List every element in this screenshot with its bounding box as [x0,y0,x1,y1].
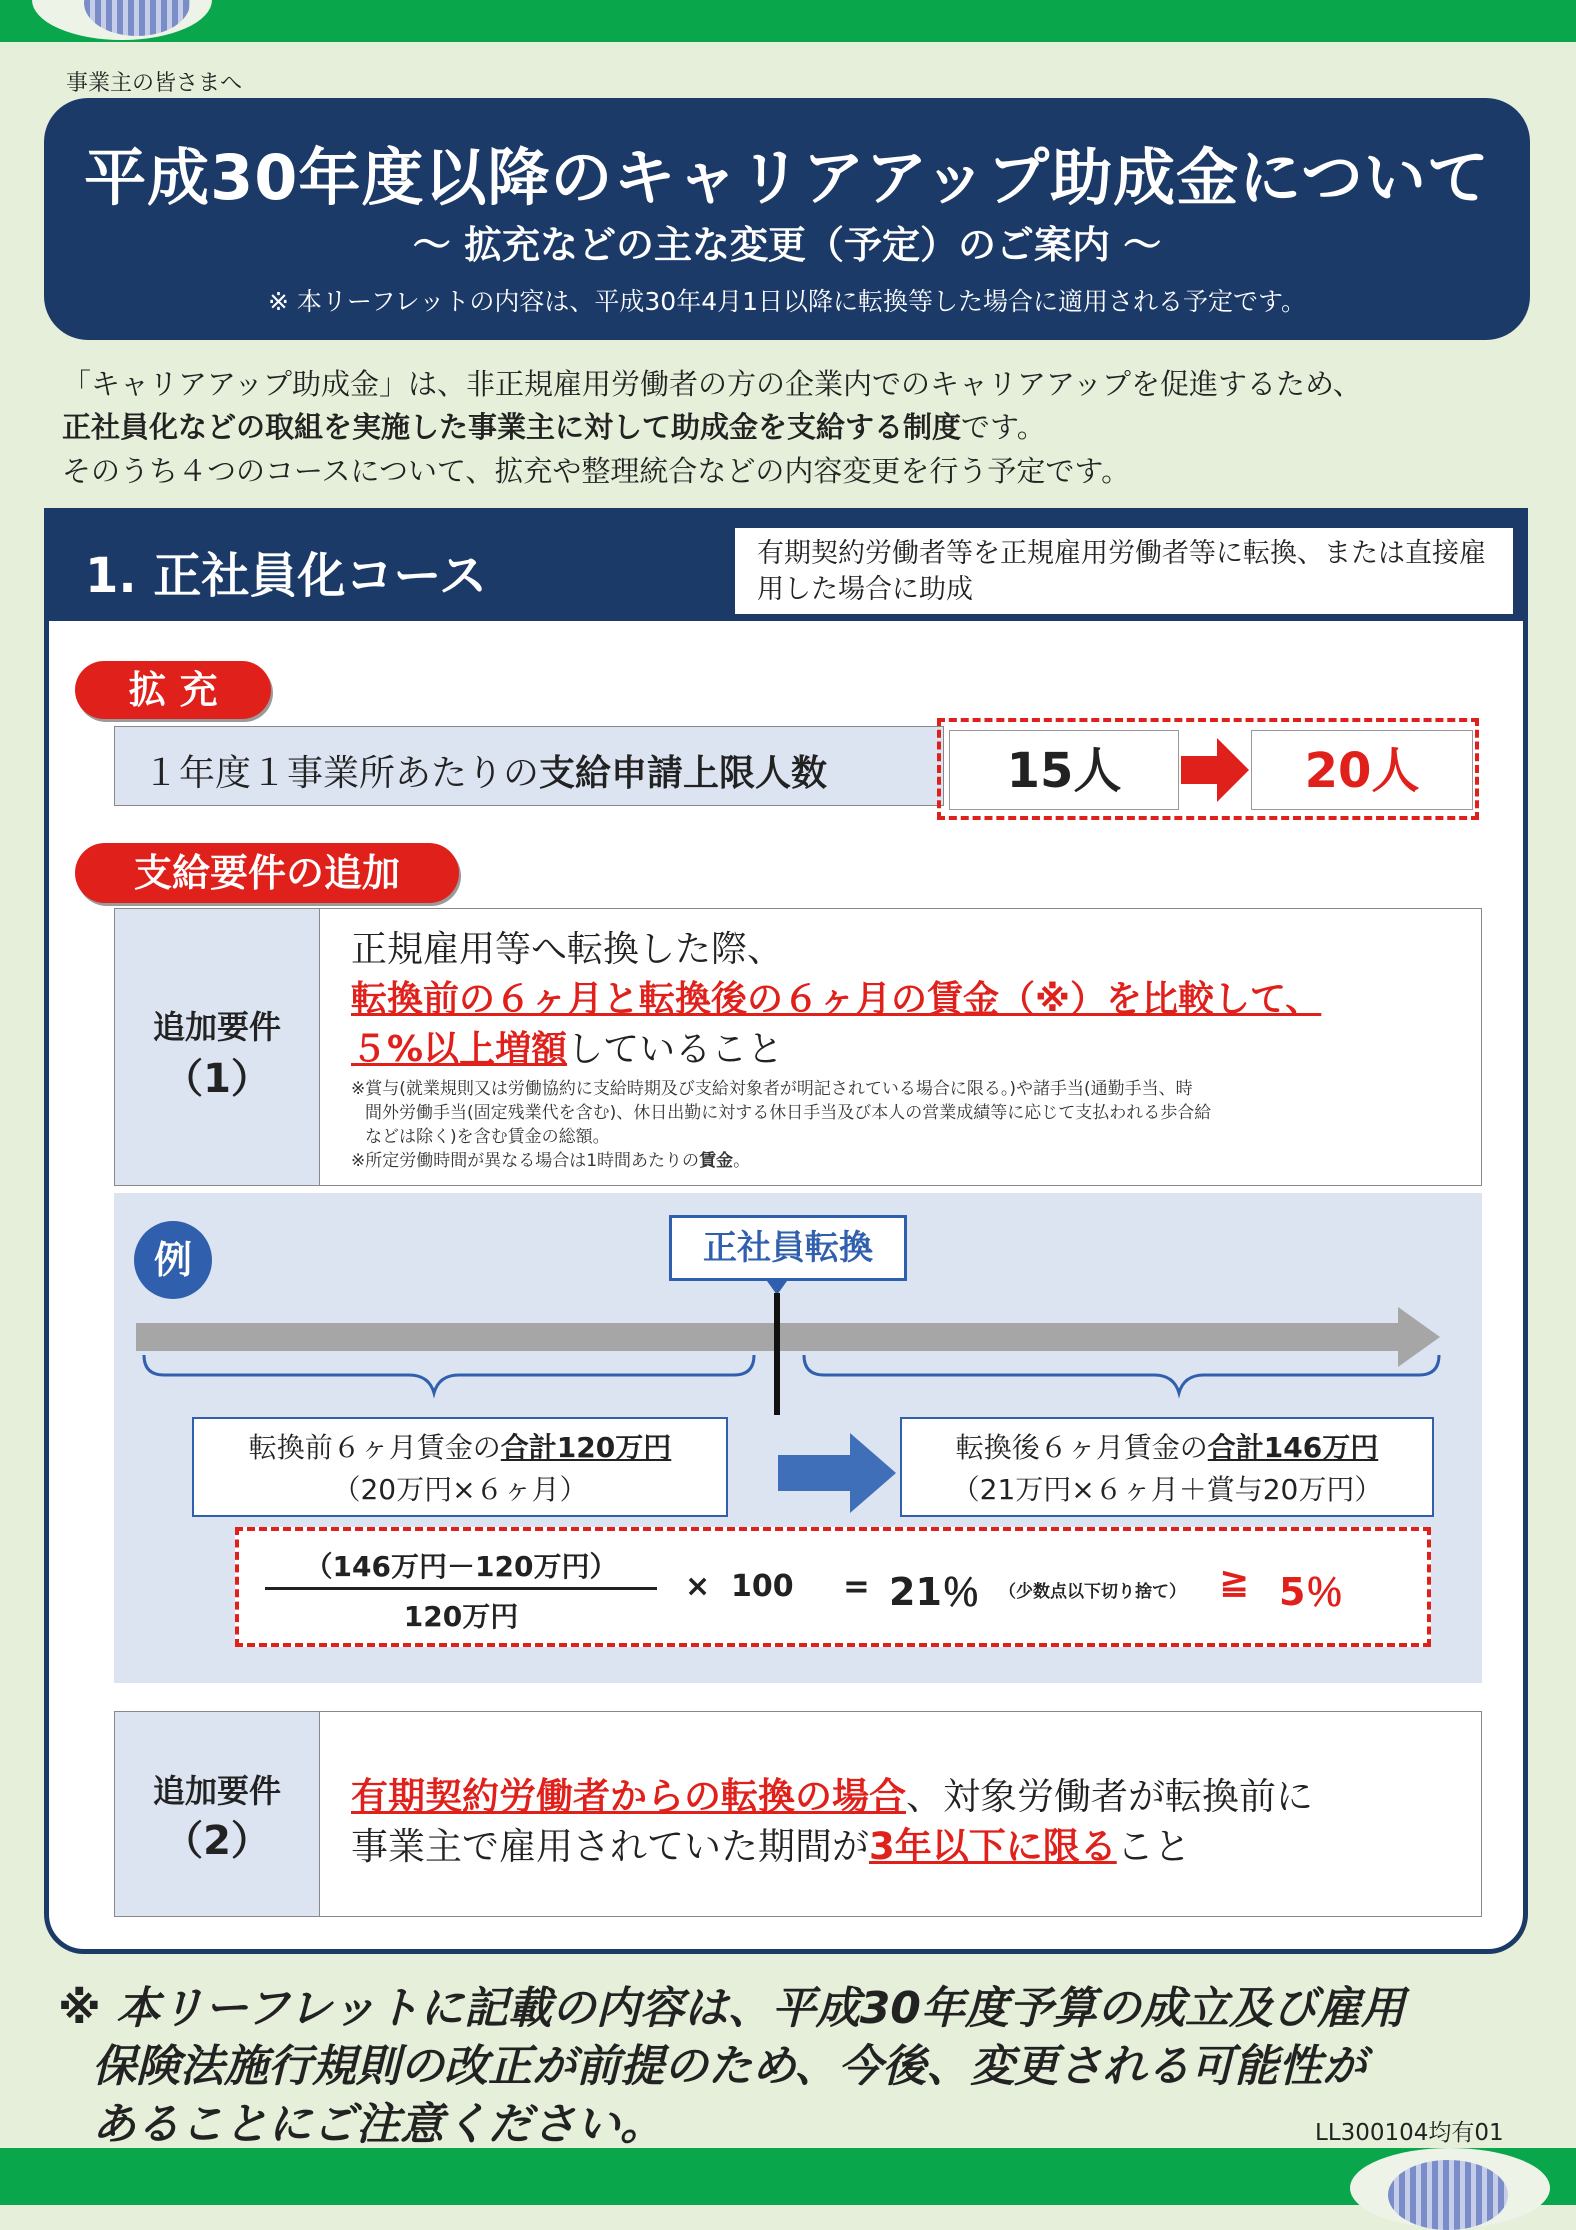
document-code: LL300104均有01 [1315,2120,1504,2146]
requirement-2-line2 [351,1816,1191,1870]
conversion-label: 正社員転換 [669,1215,907,1281]
intro-line-1: 「キャリアアップ助成金」は、非正規雇用労働者の方の企業内でのキャリアアップを促進するため、 [62,367,1362,401]
application-limit-label [143,745,827,796]
calc-result: 21％ [889,1570,980,1614]
calc-threshold: 5％ [1279,1570,1344,1614]
calc-geq: ≧ [1219,1561,1250,1602]
requirement-1-note-3: などは除く)を含む賃金の総額。 [365,1127,610,1147]
intro-line-2 [62,405,1046,446]
calc-rounding-note: （少数点以下切り捨て） [999,1582,1186,1602]
note-4-bold: 賃金 [699,1151,734,1171]
requirement-2-line1 [351,1766,1313,1820]
requirement-1-threshold: ５%以上増額 [351,1029,568,1070]
requirement-2-line1-tail: 、対象労働者が転換前に [906,1775,1313,1818]
after-period-bracket [804,1355,1439,1393]
requirement-2-plain: 事業主で雇用されていた期間が [351,1825,869,1868]
requirement-2-limit: 3年以下に限る [869,1825,1117,1868]
timeline-graphic [114,1193,1482,1433]
wage-after-total [902,1427,1432,1469]
calc-multiplier: × 100 [685,1569,794,1604]
requirement-1-note-2: 間外労働手当(固定残業代を含む)、休日出勤に対する休日手当及び本人の営業成績等に応じて支払われる歩合給 [365,1103,1212,1123]
requirement-1-line2: 転換前の６ヶ月と転換後の６ヶ月の賃金（※）を比較して、 [351,979,1322,1020]
course-description: 有期契約労働者等を正規雇用労働者等に転換、または直接雇用した場合に助成 [734,527,1514,615]
comparison-arrow-icon [778,1433,898,1513]
requirement-2-condition: 有期契約労働者からの転換の場合 [351,1775,906,1818]
calculation-box [235,1527,1431,1647]
intro-emphasis: 正社員化などの取組を実施した事業主に対して助成金を支給する制度 [62,410,962,444]
intro-line-2-tail: です。 [961,410,1046,444]
requirement-1-note-4 [351,1149,1211,1173]
wage-after-plain: 転換後６ヶ月賃金の [955,1431,1208,1464]
applicability-note: ※ 本リーフレットの内容は、平成30年4月1日以降に転換等した場合に適用される予定です。 [267,287,1307,316]
requirement-2-line2-tail: こと [1116,1825,1191,1868]
limit-label-bold: 支給申請上限人数 [539,753,828,794]
top-green-band [0,0,1576,42]
note-4-tail: 。 [733,1151,751,1171]
timeline-arrowhead-icon [1398,1307,1440,1367]
wage-after-amount: 合計146万円 [1207,1431,1379,1464]
wage-before-breakdown: （20万円×６ヶ月） [332,1473,588,1506]
calc-equals: = [843,1567,870,1605]
intro-line-3: そのうち４つのコースについて、拡充や整理統合などの内容変更を行う予定です。 [62,454,1131,488]
conversion-pointer-icon [767,1281,787,1295]
limit-before: 15人 [949,730,1179,810]
requirement-2-label-line1: 追加要件 [152,1772,281,1810]
additional-requirements-badge: 支給要件の追加 [75,843,459,903]
note-4-plain: ※所定労働時間が異なる場合は1時間あたりの [351,1151,700,1171]
bottom-decor-circle [1388,2160,1508,2230]
additional-requirement-2 [114,1711,1482,1917]
calc-numerator: （146万円－120万円） [304,1550,618,1583]
requirement-2-label-line2: （2） [163,1818,271,1864]
requirement-1-note-1: ※賞与(就業規則又は労働協約に支給時期及び支給対象者が明記されている場合に限る。)や諸手当(通勤手当、時 [351,1079,1193,1099]
addressee: 事業主の皆さまへ [66,71,243,96]
application-limit-row [114,726,944,806]
requirement-1-line1: 正規雇用等へ転換した際、 [351,929,784,970]
page-subtitle: ～ 拡充などの主な変更（予定）のご案内 ～ [412,223,1162,267]
arrow-right-icon [1181,738,1251,802]
expansion-badge: 拡 充 [75,661,271,719]
footnote-line-1: ※ 本リーフレットに記載の内容は、平成30年度予算の成立及び雇用 [58,1983,1405,2034]
footnote-line-2: 保険法施行規則の改正が前提のため、今後、変更される可能性が [92,2041,1367,2092]
wage-after-box [900,1417,1434,1517]
wage-before-amount: 合計120万円 [500,1431,672,1464]
additional-requirement-1 [114,908,1482,1186]
limit-after: 20人 [1251,730,1473,810]
requirement-1-notes [351,1077,1211,1173]
requirement-1-label-line1: 追加要件 [152,1008,281,1046]
before-period-bracket [144,1355,754,1393]
wage-before-box [192,1417,728,1517]
title-banner [44,98,1530,340]
requirement-1-label [115,909,320,1185]
wage-before-plain: 転換前６ヶ月賃金の [248,1431,501,1464]
course-header [49,513,1523,621]
footnote-line-3: あることにご注意ください。 [92,2099,664,2150]
requirement-1-label-line2: （1） [163,1056,271,1102]
course-panel [44,508,1528,1954]
course-title: 1. 正社員化コース [85,548,487,604]
wage-after-breakdown: （21万円×６ヶ月＋賞与20万円） [951,1473,1383,1506]
limit-change-frame [937,718,1479,820]
timeline-bar [136,1323,1406,1351]
requirement-2-label [115,1712,320,1916]
example-badge: 例 [134,1221,212,1299]
limit-label-plain: １年度１事業所あたりの [143,753,540,794]
calc-denominator: 120万円 [403,1600,519,1633]
fraction-line [265,1587,657,1590]
example-section [114,1193,1482,1683]
page-title: 平成30年度以降のキャリアアップ助成金について [84,141,1490,214]
requirement-1-line3 [351,1021,783,1072]
wage-before-total [194,1427,726,1469]
requirement-1-line3-tail: していること [567,1029,784,1070]
bottom-green-band [0,2148,1576,2205]
